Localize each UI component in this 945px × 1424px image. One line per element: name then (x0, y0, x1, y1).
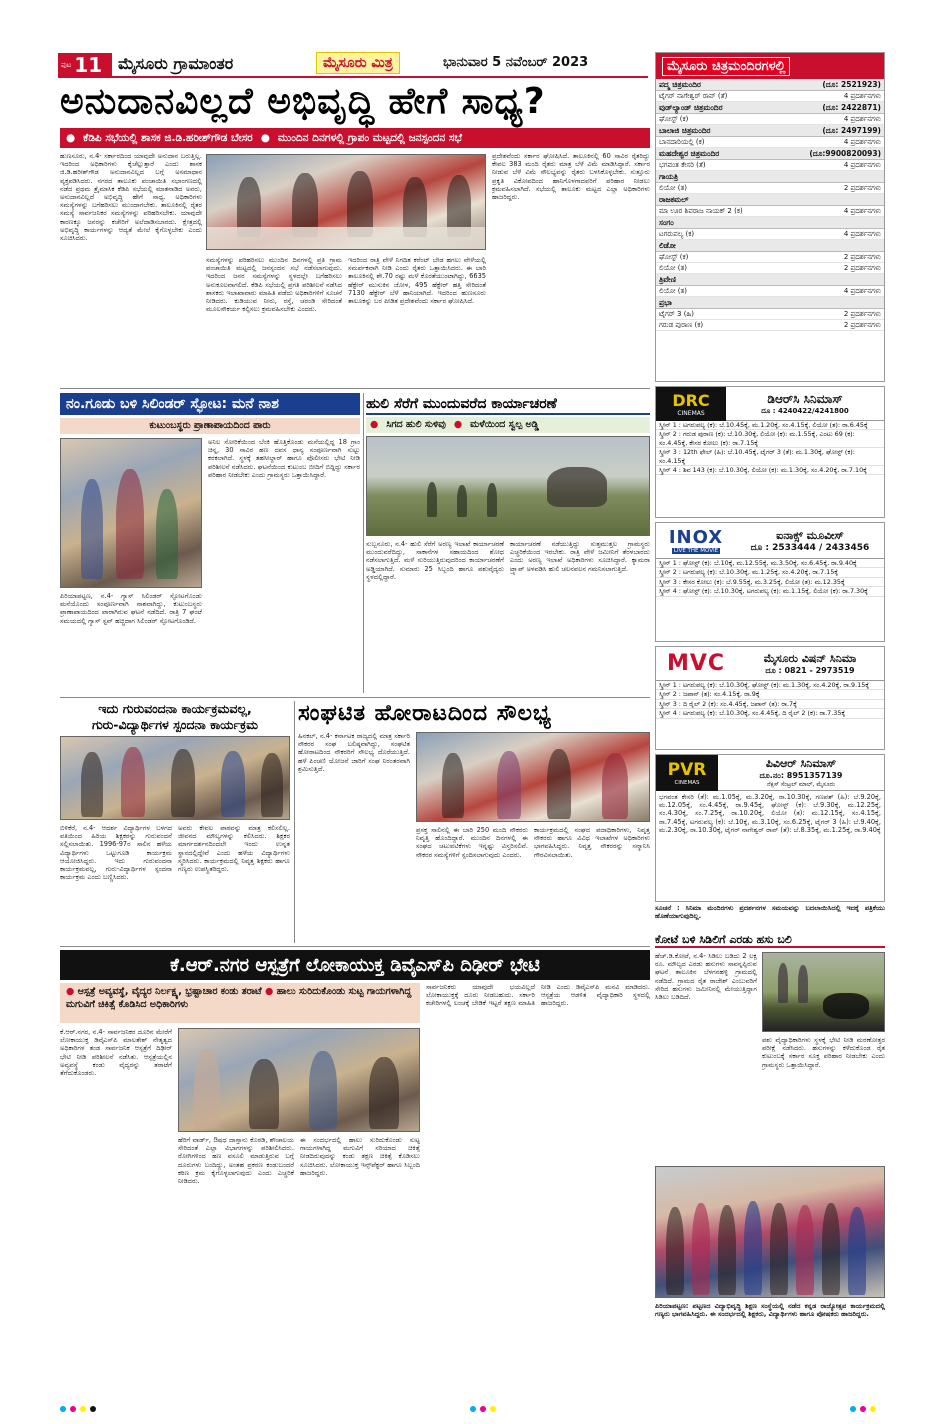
movie-title: ಭಗವಂತ ಕೇಸರಿ (ತೆ) (659, 161, 706, 169)
lead-col-3: ಇದರಿಂದ ರಾತ್ರಿ ವೇಳೆ ನಿಗದಿತ ಕರೆಂಟ್ ಬೇಡ ಹಗಲು ವೇಳೆಯಲ್ಲಿ ಸಮರ್ಪಕವಾಗಿ ನೀಡಿ ಎಂದು ರೈತರು ಒತ್ತಾಯಿಸಿದರು. ಈ ಬಾರಿ ತಾಲೂಕಿನಲ್ಲಿ ಶೇ.70 ರಷ್ಟು ಮಳೆ ಕೊರತೆಯುಂಟಾಗಿದ್ದು, 6635 ಹೆಕ್ಟೇರ್ ಮುಸುಕಿನ ಜೋಳ, 495 ಹೆಕ್ಟೇರ್ ಹತ್ತಿ ಸೇರಿದಂತೆ 7130 ಹೆಕ್ಟೇರ್ ಬೆಳೆ ಹಾನಿಯಾಗಿದೆ. ಇದರಿಂದ ಹುಣಸೂರು ತಾಲೂಕನ್ನು ಬರ ಪೀಡಿತ ಪ್ರದೇಶವೆಂದು ಸರ್ಕಾರ ಘೋಷಿಸಿದೆ. (348, 256, 486, 306)
cows-headline: ಕೋಟೆ ಬಳಿ ಸಿಡಿಲಿಗೆ ಎರಡು ಹಸು ಬಲಿ (655, 933, 792, 946)
show-count: 4 ಪ್ರದರ್ಶನಗಳು (843, 287, 881, 295)
lead-sub2: ಮುಂದಿನ ದಿನಗಳಲ್ಲಿ ಗ್ರಾಪಂ ಮಟ್ಟದಲ್ಲಿ ಜನಸ್ಪಂದನ ಸಭೆ (277, 131, 462, 144)
show-count: 2 ಪ್ರದರ್ಶನಗಳು (843, 264, 881, 272)
registration-mark (850, 1406, 856, 1412)
mvc-logo: MVC (666, 651, 726, 676)
screen-showtime-row: ಸ್ಕ್ರೀನ್ 2 : ಗರುಡ ಪುರಾಣ (ಕ): ಬೆ.10.30ಕ್ಕೆ, ಲಿಯೋ (ಕ): ಮ.1.55ಕ್ಕೆ, ಎಂಟು 69 (ಕ): ಸಂ.4.45ಕ್ಕೆ, ಕೇಸರ ಕೋಲು (ಕ): ರಾ.7.15ಕ್ಕೆ (656, 430, 884, 448)
lokayukta-subhead (60, 983, 420, 1023)
show-count: 4 ಪ್ರದರ್ಶನಗಳು (843, 92, 881, 100)
theatre-name: ಮಹದೇಶ್ವರ ಚಿತ್ರಮಂದಿರ (659, 149, 720, 158)
movie-title: ಲಿಯೋ (ತ) (659, 287, 687, 295)
show-count: 4 ಪ್ರದರ್ಶನಗಳು (843, 230, 881, 238)
bullet-icon: ● (260, 132, 270, 144)
inox-showtimes (656, 559, 884, 597)
screen-showtime-row: ಸ್ಕ್ರೀನ್ 3 : 12th ಫೇಲ್ (ಹಿ): ಬೆ.10.45ಕ್ಕೆ, ಟೈಗರ್ 3 (ತೆ): ಮ.1.30ಕ್ಕೆ, ಘೋಸ್ಟ್ (ಕ): ಸಂ.4.15ಕ್ಕೆ (656, 448, 884, 466)
screen-showtime-row: ಸ್ಕ್ರೀನ್ 3 : ಕೇಸರ ಕೋಲು (ಕ): ಬೆ.9.55ಕ್ಕೆ, ಮ.3.25ಕ್ಕೆ, ಲಿಯೋ (ತ): ಮ.12.35ಕ್ಕೆ (656, 578, 884, 587)
section-title: ಮೈಸೂರು ಗ್ರಾಮಾಂತರ (118, 54, 234, 73)
page-number-badge (58, 53, 112, 77)
cylinder-col-1: ಪಿರಿಯಾಪಟ್ಟಣ, ನ.4- ಗ್ಯಾಸ್ ಸಿಲಿಂಡರ್ ಸ್ಫೋಟಗೊಂಡು ಮನೆಯೊಂದು ಸಂಪೂರ್ಣವಾಗಿ ನಾಶವಾಗಿದ್ದು, ಕುಟುಂಬಸ್ಥರು ಪ್ರಾಣಾಪಾಯದಿಂದ ಪಾರಾಗಿರುವ ಘಟನೆ ನಡೆದಿದೆ. ರಾತ್ರಿ 7 ಘಂಟೆ ಸಮಯದಲ್ಲಿ ಗ್ಯಾಸ್ ಸ್ಟವ್ ಹಚ್ಚಿದಾಗ ಸಿಲಿಂಡರ್ ಸ್ಫೋಟಗೊಂಡಿದೆ. (60, 592, 202, 625)
show-row (656, 183, 884, 194)
lead-subheadline-band (60, 128, 650, 148)
cows-col-1: ಹೆಚ್.ಡಿ.ಕೋಟೆ, ನ.4- ಸಿಡಿಲು ಬಡಿದು 2 ಲಕ್ಷ ರೂ. ಮೌಲ್ಯದ ಎರಡು ಹಸುಗಳು ಸಾವನ್ನಪ್ಪಿರುವ ಘಟನೆ ತಾಲೂಕಿನ ಬೆಳಗನಹಳ್ಳಿ ಗ್ರಾಮದಲ್ಲಿ ನಡೆದಿದೆ. ಗ್ರಾಮದ ರೈತ ರಾಜೇಶ್ ಎಂಬುವರಿಗೆ ಸೇರಿದ ಹಸುಗಳು ಜಮೀನಿನಲ್ಲಿ ಮೇಯುತ್ತಿದ್ದಾಗ ಸಿಡಿಲು ಬಡಿದಿದೆ. (655, 952, 757, 1002)
union-photo (416, 732, 650, 822)
page-number: 11 (74, 53, 103, 77)
movie-title: ಬಾನದಾರಿಯಲ್ಲಿ (ಕ) (659, 138, 705, 146)
tiger-sub1: ಸಿಗದ ಹುಲಿ ಸುಳಿವು (386, 419, 446, 430)
lokayukta-col-1: ಕೆ.ಆರ್.ನಗರ, ನ.4- ಸಾರ್ವಜನಿಕರ ದೂರಿನ ಮೇರೆಗೆ ಲೋಕಾಯುಕ್ತ ಡಿವೈಎಸ್‌ಪಿ ಮಾಲತೇಶ್ ನೇತೃತ್ವದ ಅಧಿಕಾರಿಗಳ ತಂಡ ಸಾರ್ವಜನಿಕ ಆಸ್ಪತ್ರೆಗೆ ದಿಢೀರ್ ಭೇಟಿ ನೀಡಿ ಪರಿಶೀಲನೆ ನಡೆಸಿತು. ಆಸ್ಪತ್ರೆಯಲ್ಲಿನ ಅವ್ಯವಸ್ಥೆ ಕಂಡು ವೈದ್ಯರನ್ನು ತರಾಟೆಗೆ ತೆಗೆದುಕೊಂಡರು. (60, 1028, 172, 1078)
lokayukta-sub2: ಹಾಲು ಸುರಿದುಕೊಂಡು ಸುಟ್ಟ ಗಾಯಗಳಾಗಿದ್ದ ಮಗುವಿಗೆ ಚಿಕಿತ್ಸೆ ಕೊಡಿಸಿದ ಅಧಿಕಾರಿಗಳು (66, 986, 412, 1010)
theatre-phone: (ದೂ: 2497199) (822, 126, 881, 135)
screen-showtime-row: ಸ್ಕ್ರೀನ್ 4 : ಘೋಸ್ಟ್ (ಕ): ಬೆ.10.30ಕ್ಕೆ, ಟಗರುಪಲ್ಯ (ಕ): ಮ.1.15ಕ್ಕೆ, ಲಿಯೋ (ಕ): ರಾ.7.30ಕ್ಕೆ (656, 587, 884, 596)
show-count: 2 ಪ್ರದರ್ಶನಗಳು (843, 321, 881, 329)
show-row (656, 91, 884, 102)
drc-phone: ದೂ : 4240422/4241800 (761, 406, 849, 415)
theatre-list (656, 79, 884, 331)
show-row (656, 206, 884, 217)
mvc-box (655, 646, 885, 750)
registration-mark (490, 1406, 496, 1412)
show-count: 2 ಪ್ರದರ್ಶನಗಳು (843, 184, 881, 192)
inox-logo: INOX LIVE THE MOVIE (668, 527, 724, 554)
lead-sub1: ಕೆಡಿಪಿ ಸಭೆಯಲ್ಲಿ ಶಾಸಕ ಜಿ.ಡಿ.ಹರೀಶ್‌ಗೌಡ ಬೇಸರ (83, 131, 253, 144)
cylinder-photo (60, 438, 202, 588)
registration-mark (90, 1406, 96, 1412)
pvr-showtimes: ಭಗವಂತ ಕೇಸರಿ (ತೆ): ಮ.1.05ಕ್ಕೆ, ಮ.3.20ಕ್ಕೆ, ರಾ.10.30ಕ್ಕೆ, ಗಣಪತ್ (ಹಿ): ಬೆ.9.20ಕ್ಕೆ, ಮ.12.05ಕ್ಕೆ, ಸಂ.4.45ಕ್ಕೆ, ರಾ.9.45ಕ್ಕೆ, ಘೋಸ್ಟ್ (ಕ): ಬೆ.9.30ಕ್ಕೆ, ಮ.12.25ಕ್ಕೆ, ಸಂ.4.30ಕ್ಕೆ, ಸಂ.7.25ಕ್ಕೆ, ರಾ.10.20ಕ್ಕೆ, ಲಿಯೋ (ತ): ಮ.12.15ಕ್ಕೆ, ಸಂ.4.15ಕ್ಕೆ, ರಾ.7.45ಕ್ಕೆ, ಟಗರುಪಲ್ಯ (ಕ): ಬೆ.10ಕ್ಕೆ, ಮ.3.10ಕ್ಕೆ, ಸಂ.6.25ಕ್ಕೆ, ಟೈಗರ್ 3 (ಹಿ): ಬೆ.9.40ಕ್ಕೆ, ಮ.2.30ಕ್ಕೆ, ರಾ.10.30ಕ್ಕೆ, ಟೈಗರ್ ನಾಗೇಶ್ವರ್ ರಾವ್ (ತೆ): ಬೆ.8.35ಕ್ಕೆ, ಮ.1.25ಕ್ಕೆ, ರಾ.9.40ಕ್ಕೆ (659, 793, 881, 834)
theatre-phone: (ದೂ: 2521923) (822, 80, 881, 89)
drc-title: ಡಿಆರ್‌ಸಿ ಸಿನಿಮಾಸ್ (767, 391, 843, 406)
theatre-name: ಬಾಲಾಜಿ ಚಿತ್ರಮಂದಿರ (659, 126, 711, 135)
teacher-col-1: ಬಿಳಿಕೆರೆ, ನ.4- ಆದರ್ಶ ವಿದ್ಯಾರ್ಥಿಗಳ ಬಳಗದ ವತಿಯಿಂದ ಹಿರಿಯ ಶಿಕ್ಷಕರನ್ನು ಗುರುವಂದನೆ ಸಲ್ಲಿಸಲಾಯಿತು. 1996-97ರ ಸಾಲಿನ ಹಳೆಯ ವಿದ್ಯಾರ್ಥಿಗಳು ಒಟ್ಟುಗೂಡಿ ಕಾರ್ಯಕ್ರಮ ಆಯೋಜಿಸಿದ್ದರು. ಇದು ಗುರುವಂದನಾ ಕಾರ್ಯಕ್ರಮವಲ್ಲ, ಗುರು-ವಿದ್ಯಾರ್ಥಿಗಳ ಸ್ಪಂದನಾ ಕಾರ್ಯಕ್ರಮ ಎಂದು ಬಣ್ಣಿಸಿದರು. (60, 824, 172, 882)
cows-headline-box (655, 928, 885, 948)
lokayukta-headline-box (60, 950, 650, 980)
movie-title: ಗರುಡ ಪುರಾಣ (ಕ) (659, 321, 704, 329)
show-count: 2 ಪ್ರದರ್ಶನಗಳು (843, 310, 881, 318)
show-count: 4 ಪ್ರದರ್ಶನಗಳು (843, 115, 881, 123)
theatre-name-row (656, 217, 884, 229)
pvr-title: ಪಿವಿಆರ್ ಸಿನಿಮಾಸ್ (765, 756, 837, 770)
movie-title: ಲಿಯೋ (ತ) (659, 264, 687, 272)
show-row (656, 320, 884, 331)
tiger-headline: ಹುಲಿ ಸೆರೆಗೆ ಮುಂದುವರೆದ ಕಾರ್ಯಾಚರಣೆ (366, 396, 557, 412)
theatre-name-row (656, 297, 884, 309)
lokayukta-col-2: ಹೆರಿಗೆ ವಾರ್ಡ್, ಔಷಧ ದಾಸ್ತಾನು ಕೊಠಡಿ, ಶೌಚಾಲಯ ಸೇರಿದಂತೆ ಎಲ್ಲಾ ವಿಭಾಗಗಳನ್ನು ಪರಿಶೀಲಿಸಿದರು. ರೋಗಿಗಳಿಂದ ಹಣ ವಸೂಲಿ ಮಾಡುತ್ತಿರುವ ಬಗ್ಗೆ ದೂರುಗಳು ಬಂದಿದ್ದು, ಅಂತಹ ಪ್ರಕರಣ ಕಂಡುಬಂದರೆ ಕಠಿಣ ಕ್ರಮ ಕೈಗೊಳ್ಳಲಾಗುವುದು ಎಂದು ಎಚ್ಚರಿಕೆ ನೀಡಿದರು. (178, 1136, 294, 1186)
inox-phone: ದೂ : 2533444 / 2433456 (750, 542, 870, 553)
theatre-name: ಲಿಡೋ (659, 241, 676, 250)
show-row (656, 252, 884, 263)
group-photo-caption: ಪಿರಿಯಾಪಟ್ಟಣ: ಪಟ್ಟಣದ ವಿದ್ಯಾಭಿವೃದ್ಧಿ ಶಿಕ್ಷಣ ಸಂಸ್ಥೆಯಲ್ಲಿ ನಡೆದ ಕನ್ನಡ ರಾಜ್ಯೋತ್ಸವ ಕಾರ್ಯಕ್ರಮದಲ್ಲಿ ಗಣ್ಯರು ಭಾಗವಹಿಸಿದ್ದರು. ಈ ಸಂದರ್ಭದಲ್ಲಿ ಶಿಕ್ಷಕರು, ವಿದ್ಯಾರ್ಥಿಗಳು ಹಾಗೂ ಪೋಷಕರು ಹಾಜರಿದ್ದರು. (655, 1302, 885, 1319)
theatre-name-row (656, 79, 884, 91)
inox-box (655, 522, 885, 642)
movie-title: ಮಾ ಊರ ಶಿವರಾಜ ನಾಯಕ್ 2 (ಕ) (659, 207, 743, 215)
theatre-name: ತ್ರಿವೇಣಿ (659, 275, 676, 284)
tiger-sub2: ಮಳೆಯಿಂದ ಸ್ವಲ್ಪ ಅಡ್ಡಿ (470, 419, 539, 430)
lokayukta-headline: ಕೆ.ಆರ್.ನಗರ ಆಸ್ಪತ್ರೆಗೆ ಲೋಕಾಯುಕ್ತ ಡಿವೈಎಸ್‌ಪಿ ದಿಢೀರ್ ಭೇಟಿ (170, 954, 540, 976)
screen-showtime-row: ಸ್ಕ್ರೀನ್ 2 : ಜಪಾನ್ (ತ): ಸಂ.4.15ಕ್ಕೆ, ರಾ.9ಕ್ಕೆ (656, 690, 884, 699)
lead-col-2: ಸಮಸ್ಯೆಗಳನ್ನು ಪರಿಹರಿಸಲು ಮುಂದಿನ ದಿನಗಳಲ್ಲಿ ಪ್ರತಿ ಗ್ರಾಮ ಪಂಚಾಯಿತಿ ಮಟ್ಟದಲ್ಲಿ ಜನಸ್ಪಂದನ ಸಭೆ ನಡೆಸಲಾಗುವುದು. ಇದರಿಂದ ಜನರ ಸಮಸ್ಯೆಗಳನ್ನು ಸ್ಥಳದಲ್ಲೇ ಬಗೆಹರಿಸಲು ಅನುಕೂಲವಾಗಲಿದೆ. ಕೆಡಿಪಿ ಸಭೆಯಲ್ಲಿ ಪ್ರಗತಿ ಪರಿಶೀಲನೆ ನಡೆಸಿದ ಶಾಸಕರು ಇಲಾಖಾವಾರು ಮಾಹಿತಿ ಪಡೆದು ಅಧಿಕಾರಿಗಳಿಗೆ ಸೂಚನೆ ನೀಡಿದರು. ಕುಡಿಯುವ ನೀರು, ರಸ್ತೆ, ಚರಂಡಿ ಸೇರಿದಂತೆ ಮೂಲಸೌಕರ್ಯ ಕಲ್ಪಿಸಲು ಕ್ರಮವಹಿಸಬೇಕು ಎಂದರು. (206, 256, 342, 314)
lokayukta-photo (178, 1028, 420, 1132)
pvr-logo: PVR CINEMAS (656, 755, 718, 791)
theatre-name-row (656, 125, 884, 137)
union-col-2: ಪ್ರಸಕ್ತ ಸಾಲಿನಲ್ಲಿ ಈ ಬಾರಿ 250 ಮಂದಿ ನೌಕರರು ನಿವೃತ್ತಿ ಹೊಂದಿದ್ದಾರೆ. ಮುಂದಿನ ದಿನಗಳಲ್ಲಿ ಈ ಸಂಘದ ಚಟುವಟಿಕೆಗಳು ಇನ್ನಷ್ಟು ವಿಸ್ತರಿಸಲಿವೆ. ನೌಕರರ ಸಮಸ್ಯೆಗಳಿಗೆ ಸ್ಪಂದಿಸಲಾಗುವುದು ಎಂದರು. (416, 826, 528, 859)
tiger-col-2: ಕಾರ್ಯಾಚರಣೆ ನಡೆಯುತ್ತಿದ್ದು ಸುತ್ತಮುತ್ತಲ ಗ್ರಾಮಸ್ಥರು ಎಚ್ಚರಿಕೆಯಿಂದ ಇರಬೇಕು. ರಾತ್ರಿ ವೇಳೆ ಜಮೀನಿಗೆ ತೆರಳಬಾರದು ಎಂದು ಅರಣ್ಯ ಇಲಾಖೆ ಅಧಿಕಾರಿಗಳು ಸೂಚಿಸಿದ್ದಾರೆ. ಕ್ಯಾಮರಾ ಟ್ರ್ಯಾಪ್ ಅಳವಡಿಸಿ ಹುಲಿ ಚಲನವಲನ ಗಮನಿಸಲಾಗುತ್ತಿದೆ. (510, 540, 650, 573)
tiger-subhead (366, 417, 650, 433)
union-headline: ಸಂಘಟಿತ ಹೋರಾಟದಿಂದ ಸೌಲಭ್ಯ (298, 701, 552, 726)
cylinder-subhead: ಕುಟುಂಬಸ್ಥರು ಪ್ರಾಣಾಪಾಯದಿಂದ ಪಾರು (60, 418, 360, 434)
teacher-headline-2: ಗುರು-ವಿದ್ಯಾರ್ಥಿಗಳ ಸ್ಪಂದನಾ ಕಾರ್ಯಕ್ರಮ (91, 717, 259, 732)
teacher-photo (60, 736, 290, 820)
registration-mark (870, 1406, 876, 1412)
cinema-title: ಮೈಸೂರು ಚಿತ್ರಮಂದಿರಗಳಲ್ಲಿ (662, 57, 790, 76)
mvc-title: ಮೈಸೂರು ವಿಷನ್ ಸಿನಿಮಾ (763, 651, 857, 665)
lead-col-4: ಪ್ರದೇಶವೆಂದು ಸರ್ಕಾರ ಘೋಷಿಸಿದೆ. ತಾಲೂಕಿನಲ್ಲಿ 60 ಸಾವಿರ ರೈತರಿದ್ದು ಕೇವಲ 383 ಮಂದಿ ರೈತರು ಮಾತ್ರ ಬೆಳೆ ವಿಮೆ ಮಾಡಿಸಿದ್ದಾರೆ. ಸರ್ಕಾರ ನೀಡುವ ಬೆಳೆ ವಿಮೆ ಸೌಲಭ್ಯವನ್ನು ರೈತರು ಬಳಸಿಕೊಳ್ಳಬೇಕು. ಸುತ್ತೂರು ಪ್ರಕೃತಿ ವಿಕೋಪದಿಂದ ಹಾನಿಗೊಳಗಾದವರಿಗೆ ಪರಿಹಾರ ನೀಡಲು ಕ್ರಮವಹಿಸಲಾಗಿದೆ. ಸಭೆಯಲ್ಲಿ ತಾಲೂಕು ಮಟ್ಟದ ಎಲ್ಲಾ ಅಧಿಕಾರಿಗಳು ಹಾಜರಿದ್ದರು. (492, 152, 650, 202)
pvr-phone: ದೂ.ನಂ: 8951357139 (759, 770, 843, 780)
teacher-headline-1: ಇದು ಗುರುವಂದನಾ ಕಾರ್ಯಕ್ರಮವಲ್ಲ, (98, 701, 252, 716)
bullet-icon: ● (264, 986, 274, 997)
drc-box (655, 386, 885, 518)
masthead (58, 52, 648, 78)
show-row (656, 286, 884, 297)
theatre-name-row (656, 274, 884, 286)
screen-showtime-row: ಸ್ಕ್ರೀನ್ 1 : ಟಗರುಪಲ್ಯ (ಕ): ಬೆ.10.45ಕ್ಕೆ, ಮ.1.20ಕ್ಕೆ, ಸಂ.4.15ಕ್ಕೆ, ಲಿಯೋ (ತ): ರಾ.6.45ಕ್ಕೆ (656, 421, 884, 430)
registration-mark (470, 1406, 476, 1412)
lokayukta-col-3: ಈ ಸಂದರ್ಭದಲ್ಲಿ ಹಾಲು ಸುರಿದುಕೊಂಡು ಸುಟ್ಟ ಗಾಯಗಳಾಗಿದ್ದ ಮಗುವಿಗೆ ಸರಿಯಾದ ಚಿಕಿತ್ಸೆ ನೀಡದಿರುವುದನ್ನು ಕಂಡು ತಕ್ಷಣ ಚಿಕಿತ್ಸೆ ಕೊಡಿಸಲು ಸೂಚಿಸಿದರು. ಲೋಕಾಯುಕ್ತ ಇನ್ಸ್‌ಪೆಕ್ಟರ್ ಹಾಗೂ ಸಿಬ್ಬಂದಿ ಹಾಜರಿದ್ದರು. (300, 1136, 420, 1177)
drc-logo: DRC CINEMAS (656, 387, 726, 421)
show-row (656, 229, 884, 240)
cylinder-headline-box (60, 393, 360, 415)
movie-title: ಟೈಗರ್ ನಾಗೇಶ್ವರ್ ರಾವ್ (ತೆ) (659, 92, 728, 100)
theatre-name-row (656, 102, 884, 114)
bullet-icon: ● (453, 419, 463, 430)
cows-photo (762, 952, 885, 1032)
cinema-listing (655, 52, 885, 382)
theatre-name: ಗಾಯತ್ರಿ (659, 172, 679, 181)
union-col-3: ಕಾರ್ಯಕ್ರಮದಲ್ಲಿ ಸಂಘದ ಪದಾಧಿಕಾರಿಗಳು, ನಿವೃತ್ತ ನೌಕರರು ಹಾಗೂ ವಿವಿಧ ಇಲಾಖೆಗಳ ಅಧಿಕಾರಿಗಳು ಭಾಗವಹಿಸಿದ್ದರು. ನಿವೃತ್ತ ನೌಕರರನ್ನು ಸನ್ಮಾನಿಸಿ ಗೌರವಿಸಲಾಯಿತು. (534, 826, 650, 859)
tiger-headline-box (366, 393, 650, 415)
theatre-name: ರಾಜಕಮಲ್ (659, 195, 689, 204)
cinema-title-band (656, 53, 884, 79)
paper-name: ಮೈಸೂರು ಮಿತ್ರ (316, 52, 400, 74)
movie-title: ಟಗರುಪಲ್ಯ (ಕ) (659, 230, 695, 238)
lead-col-1: ಹುಣಸೂರು, ನ.4- ಸರ್ಕಾರದಿಂದ ಯಾವುದೇ ಅನುದಾನ ಬರುತ್ತಿಲ್ಲ. ಇದರಿಂದ ಅಧಿಕಾರಿಗಳು ಕೈಚೆಲ್ಲುತ್ತಾರೆ ಎಂದು ಶಾಸಕ ಜಿ.ಡಿ.ಹರೀಶ್‌ಗೌಡ ಅನುದಾನವಿಲ್ಲದ ಬಗ್ಗೆ ಅಸಮಾಧಾನ ವ್ಯಕ್ತಪಡಿಸಿದರು. ನಗರದ ತಾಲೂಕು ಪಂಚಾಯಿತಿ ಸಭಾಂಗಣದಲ್ಲಿ ನಡೆದ ಪ್ರಥಮ ತ್ರೈಮಾಸಿಕ ಕೆಡಿಪಿ ಸಭೆಯಲ್ಲಿ ಮಾತನಾಡಿದ ಅವರು, ಅನುದಾನವಿಲ್ಲದೆ ಅಭಿವೃದ್ಧಿ ಹೇಗೆ ಸಾಧ್ಯ. ಅಧಿಕಾರಿಗಳು ಸಮಸ್ಯೆಗಳನ್ನು ಬಗೆಹರಿಸಲು ಮುಂದಾಗಬೇಕು. ತಾಲೂಕಿನಲ್ಲಿ ರೈತರ ಸಮಸ್ಯೆ ಸಾರ್ವಜನಿಕರ ಸಮಸ್ಯೆಗಳನ್ನು ಪರಿಹರಿಸಬೇಕು. ಯಾವುದೇ ಕಾರಣಕ್ಕೂ ಜನರನ್ನು ಕಚೇರಿಗೆ ಅಲೆದಾಡಿಸಬಾರದು. ಕ್ಷೇತ್ರದಲ್ಲಿ ಅಭಿವೃದ್ಧಿ ಕಾರ್ಯಗಳನ್ನು ಆದ್ಯತೆ ಮೇಲೆ ಕೈಗೊಳ್ಳಬೇಕು ಎಂದು ಸೂಚಿಸಿದರು. (60, 152, 202, 243)
pvr-box (655, 754, 885, 902)
theatre-name: ವುಡ್‌ಲ್ಯಾಂಡ್ ಚಿತ್ರಮಂದಿರ (659, 103, 723, 112)
movie-title: ಟೈಗರ್ 3 (ಹಿ) (659, 310, 694, 318)
group-photo (655, 1166, 885, 1298)
mvc-showtimes (656, 681, 884, 719)
screen-showtime-row: ಸ್ಕ್ರೀನ್ 4 : ಟಗರುಪಲ್ಯ (ಕ): ಬೆ.10.30ಕ್ಕೆ, ಸಂ.4.45ಕ್ಕೆ, ದಿ ರೈಲ್ 2 (ಕ): ರಾ.7.35ಕ್ಕೆ (656, 709, 884, 718)
bullet-icon: ● (66, 986, 75, 997)
theatre-name-row (656, 171, 884, 183)
theatre-name-row (656, 148, 884, 160)
tiger-col-1: ಸುಬ್ಬನೂರು, ನ.4- ಹುಲಿ ಸೆರೆಗೆ ಅರಣ್ಯ ಇಲಾಖೆ ಕಾರ್ಯಾಚರಣೆ ಮುಂದುವರೆದಿದ್ದು, ಸಾಕಾನೆಗಳ ಸಹಾಯದಿಂದ ಶೋಧ ನಡೆಸಲಾಗುತ್ತಿದೆ. ಮಳೆ ಸುರಿಯುತ್ತಿರುವುದರಿಂದ ಕಾರ್ಯಾಚರಣೆಗೆ ಅಡ್ಡಿಯಾಗಿದೆ. ಸುಮಾರು 25 ಸಿಬ್ಬಂದಿ ಹಾಗೂ ಪಶುವೈದ್ಯರು ಸ್ಥಳದಲ್ಲಿದ್ದಾರೆ. (366, 540, 504, 581)
screen-showtime-row: ಸ್ಕ್ರೀನ್ 3 : ದಿ ರೈಲ್ 2 (ಕ): ಸಂ.4.45ಕ್ಕೆ, ಜಪಾನ್ (ತ): ರಾ.7ಕ್ಕೆ (656, 700, 884, 709)
movie-title: ಘೋಸ್ಟ್ (ಕ) (659, 253, 689, 261)
lead-photo (206, 154, 486, 250)
show-row (656, 309, 884, 320)
show-count: 2 ಪ್ರದರ್ಶನಗಳು (843, 253, 881, 261)
cylinder-headline: ನಂ.ಗೂಡು ಬಳಿ ಸಿಲಿಂಡರ್ ಸ್ಫೋಟ: ಮನೆ ನಾಶ (66, 396, 279, 412)
screen-showtime-row: ಸ್ಕ್ರೀನ್ 1 : ಟಗರುಪಲ್ಯ (ಕ): ಬೆ.10.30ಕ್ಕೆ, ಘೋಸ್ಟ್ (ಕ): ಮ.1.30ಕ್ಕೆ, ಸಂ.4.20ಕ್ಕೆ, ರಾ.9.15ಕ್ಕೆ (656, 681, 884, 690)
movie-title: ಘೋಸ್ಟ್ (ಕ) (659, 115, 689, 123)
pvr-location: ನೆಕ್ಸಸ್ ಸೆಂಟ್ರಲ್ ಮಾಲ್, ಮೈಸೂರು (766, 780, 836, 788)
bullet-icon: ● (66, 132, 76, 144)
show-row (656, 137, 884, 148)
lokayukta-col-4: ಸಾರ್ವಜನಿಕರು ಯಾವುದೇ ಭಯವಿಲ್ಲದೆ ಲೋಕಾಯುಕ್ತಕ್ಕೆ ದೂರು ನೀಡಬಹುದು. ಸರ್ಕಾರಿ ಕಚೇರಿಗಳಲ್ಲಿ ಲಂಚಕ್ಕೆ ಬೇಡಿಕೆ ಇಟ್ಟರೆ ತಕ್ಷಣ ಮಾಹಿತಿ ನೀಡಿ ಎಂದು ಡಿವೈಎಸ್‌ಪಿ ಮನವಿ ಮಾಡಿದರು. ಆಸ್ಪತ್ರೆಯ ಆಡಳಿತ ವೈದ್ಯಾಧಿಕಾರಿ ಸ್ಥಳದಲ್ಲಿ ಹಾಜರಿದ್ದರು. (426, 983, 650, 1008)
issue-date: ಭಾನುವಾರ 5 ನವೆಂಬರ್ 2023 (443, 55, 589, 70)
registration-mark (70, 1406, 76, 1412)
lead-headline: ಅನುದಾನವಿಲ್ಲದೆ ಅಭಿವೃದ್ಧಿ ಹೇಗೆ ಸಾಧ್ಯ? (60, 81, 546, 122)
lokayukta-sub1: ಆಸ್ಪತ್ರೆ ಅವ್ಯವಸ್ಥೆ, ವೈದ್ಯರ ನಿರ್ಲಕ್ಷ್ಯ, ಭ್ರಷ್ಟಾಚಾರ ಕಂಡು ತರಾಟೆ (77, 986, 262, 997)
theatre-phone: (ದೂ: 2422871) (822, 103, 881, 112)
drc-showtimes (656, 421, 884, 475)
cows-col-2: ಪಶು ವೈದ್ಯಾಧಿಕಾರಿಗಳು ಸ್ಥಳಕ್ಕೆ ಭೇಟಿ ನೀಡಿ ಮರಣೋತ್ತರ ಪರೀಕ್ಷೆ ನಡೆಸಿದರು. ಹಸುಗಳನ್ನು ಕಳೆದುಕೊಂಡ ರೈತ ಕುಟುಂಬಕ್ಕೆ ಸರ್ಕಾರ ಸೂಕ್ತ ಪರಿಹಾರ ನೀಡಬೇಕು ಎಂದು ಗ್ರಾಮಸ್ಥರು ಒತ್ತಾಯಿಸಿದ್ದಾರೆ. (762, 1036, 885, 1069)
teacher-col-2: ಅವರು ಕೇವಲ ಪಾಠವನ್ನು ಮಾತ್ರ ಕಲಿಸಲಿಲ್ಲ. ಜೀವನದ ಮೌಲ್ಯಗಳನ್ನು ಕಲಿಸಿದರು. ಶಿಕ್ಷಕರ ಮಾರ್ಗದರ್ಶನದಿಂದಲೇ ಇಂದು ಉನ್ನತ ಸ್ಥಾನದಲ್ಲಿದ್ದೇವೆ ಎಂದು ಹಳೆಯ ವಿದ್ಯಾರ್ಥಿಗಳು ಸ್ಮರಿಸಿದರು. ಕಾರ್ಯಕ್ರಮದಲ್ಲಿ ನಿವೃತ್ತ ಶಿಕ್ಷಕರು ಹಾಗೂ ಗಣ್ಯರು ಉಪಸ್ಥಿತರಿದ್ದರು. (178, 824, 290, 874)
registration-mark (480, 1406, 486, 1412)
theatre-name-row (656, 194, 884, 206)
screen-showtime-row: ಸ್ಕ್ರೀನ್ 2 : ಟಗರುಪಲ್ಯ (ಕ): ಬೆ.10.30ಕ್ಕೆ, ಮ.1.25ಕ್ಕೆ, ಸಂ.4.20ಕ್ಕೆ, ರಾ.7.15ಕ್ಕೆ (656, 568, 884, 577)
show-row (656, 160, 884, 171)
registration-mark (60, 1406, 66, 1412)
theatre-name: ಪದ್ಮ ಚಿತ್ರಮಂದಿರ (659, 80, 701, 89)
registration-mark (80, 1406, 86, 1412)
show-count: 4 ಪ್ರದರ್ಶನಗಳು (843, 161, 881, 169)
union-col-1: ಹಿನಕಲ್, ನ.4- ಕರ್ನಾಟಕ ರಾಜ್ಯದಲ್ಲಿ ಮಾತ್ರ ಸರ್ಕಾರಿ ನೌಕರರ ಸಂಘ ಬಲಿಷ್ಠವಾಗಿದ್ದು, ಸಂಘಟಿತ ಹೋರಾಟದಿಂದ ನೌಕರರಿಗೆ ಸೌಲಭ್ಯ ದೊರೆಯುತ್ತಿದೆ. ಹಳೆ ಪಿಂಚಣಿ ಯೋಜನೆ ಜಾರಿಗೆ ಸಂಘ ನಿರಂತರವಾಗಿ ಶ್ರಮಿಸುತ್ತಿದೆ. (298, 732, 410, 773)
bullet-icon: ● (370, 419, 379, 430)
show-count: 4 ಪ್ರದರ್ಶನಗಳು (843, 207, 881, 215)
theatre-name: ಸಂಗಂ (659, 218, 674, 227)
movie-title: ಲಿಯೋ (ತ) (659, 184, 687, 192)
theatre-phone: (ದೂ:9900820093) (809, 149, 881, 158)
show-row (656, 114, 884, 125)
mvc-phone: ದೂ : 0821 - 2973519 (765, 665, 855, 675)
screen-showtime-row: ಸ್ಕ್ರೀನ್ 1 : ಘೋಸ್ಟ್ (ಕ): ಬೆ.10ಕ್ಕೆ, ಮ.12.55ಕ್ಕೆ, ಮ.3.50ಕ್ಕೆ, ಸಂ.6.45ಕ್ಕೆ, ರಾ.9.40ಕ್ಕೆ (656, 559, 884, 568)
registration-mark (860, 1406, 866, 1412)
show-row (656, 263, 884, 274)
theatre-name-row (656, 240, 884, 252)
page-label: ಪುಟ (61, 60, 72, 69)
show-count: 4 ಪ್ರದರ್ಶನಗಳು (843, 138, 881, 146)
theatre-name: ಪ್ರಭಾ (659, 298, 672, 307)
cylinder-col-2: ಅನಿಲ ಸೋರಿಕೆಯಿಂದ ಬೆಂಕಿ ಹೊತ್ತಿಕೊಂಡು ಮನೆಯಲ್ಲಿದ್ದ 18 ಗ್ರಾಂ ಚಿನ್ನ, 30 ಸಾವಿರ ಹಣ ದವಸ ಧಾನ್ಯ ಸಂಪೂರ್ಣವಾಗಿ ಸುಟ್ಟು ಕರಕಲಾಗಿದೆ. ಸ್ಥಳಕ್ಕೆ ತಹಸೀಲ್ದಾರ್ ಹಾಗೂ ಪೊಲೀಸರು ಭೇಟಿ ನೀಡಿ ಪರಿಶೀಲನೆ ನಡೆಸಿದರು. ಘಟನೆಯಿಂದ ಕುಟುಂಬ ಬೀದಿಗೆ ಬಿದ್ದಿದ್ದು ಸರ್ಕಾರ ಪರಿಹಾರ ನೀಡಬೇಕು ಎಂದು ಗ್ರಾಮಸ್ಥರು ಒತ್ತಾಯಿಸಿದ್ದಾರೆ. (208, 438, 360, 479)
inox-title: ಐನಾಕ್ಸ್ ಮೂವೀಸ್ (776, 528, 844, 542)
tiger-photo (366, 436, 650, 536)
cinema-note: ಸೂಚನೆ : ಸಿನಿಮಾ ಮಂದಿರಗಳು ಪ್ರದರ್ಶನಗಳ ಸಮಯವನ್ನು ಬದಲಾಯಿಸಿದಲ್ಲಿ ಇದಕ್ಕೆ ಪತ್ರಿಕೆಯು ಹೊಣೆಯಾಗುವುದಿಲ್ಲ. (655, 904, 885, 921)
screen-showtime-row: ಸ್ಕ್ರೀನ್ 4 : ಶಿವ 143 (ಕ): ಬೆ.10.30ಕ್ಕೆ, ಲಿಯೋ (ಕ): ಮ.1.30ಕ್ಕೆ, ಸಂ.4.20ಕ್ಕೆ, ರಾ.7.10ಕ್ಕೆ (656, 466, 884, 475)
